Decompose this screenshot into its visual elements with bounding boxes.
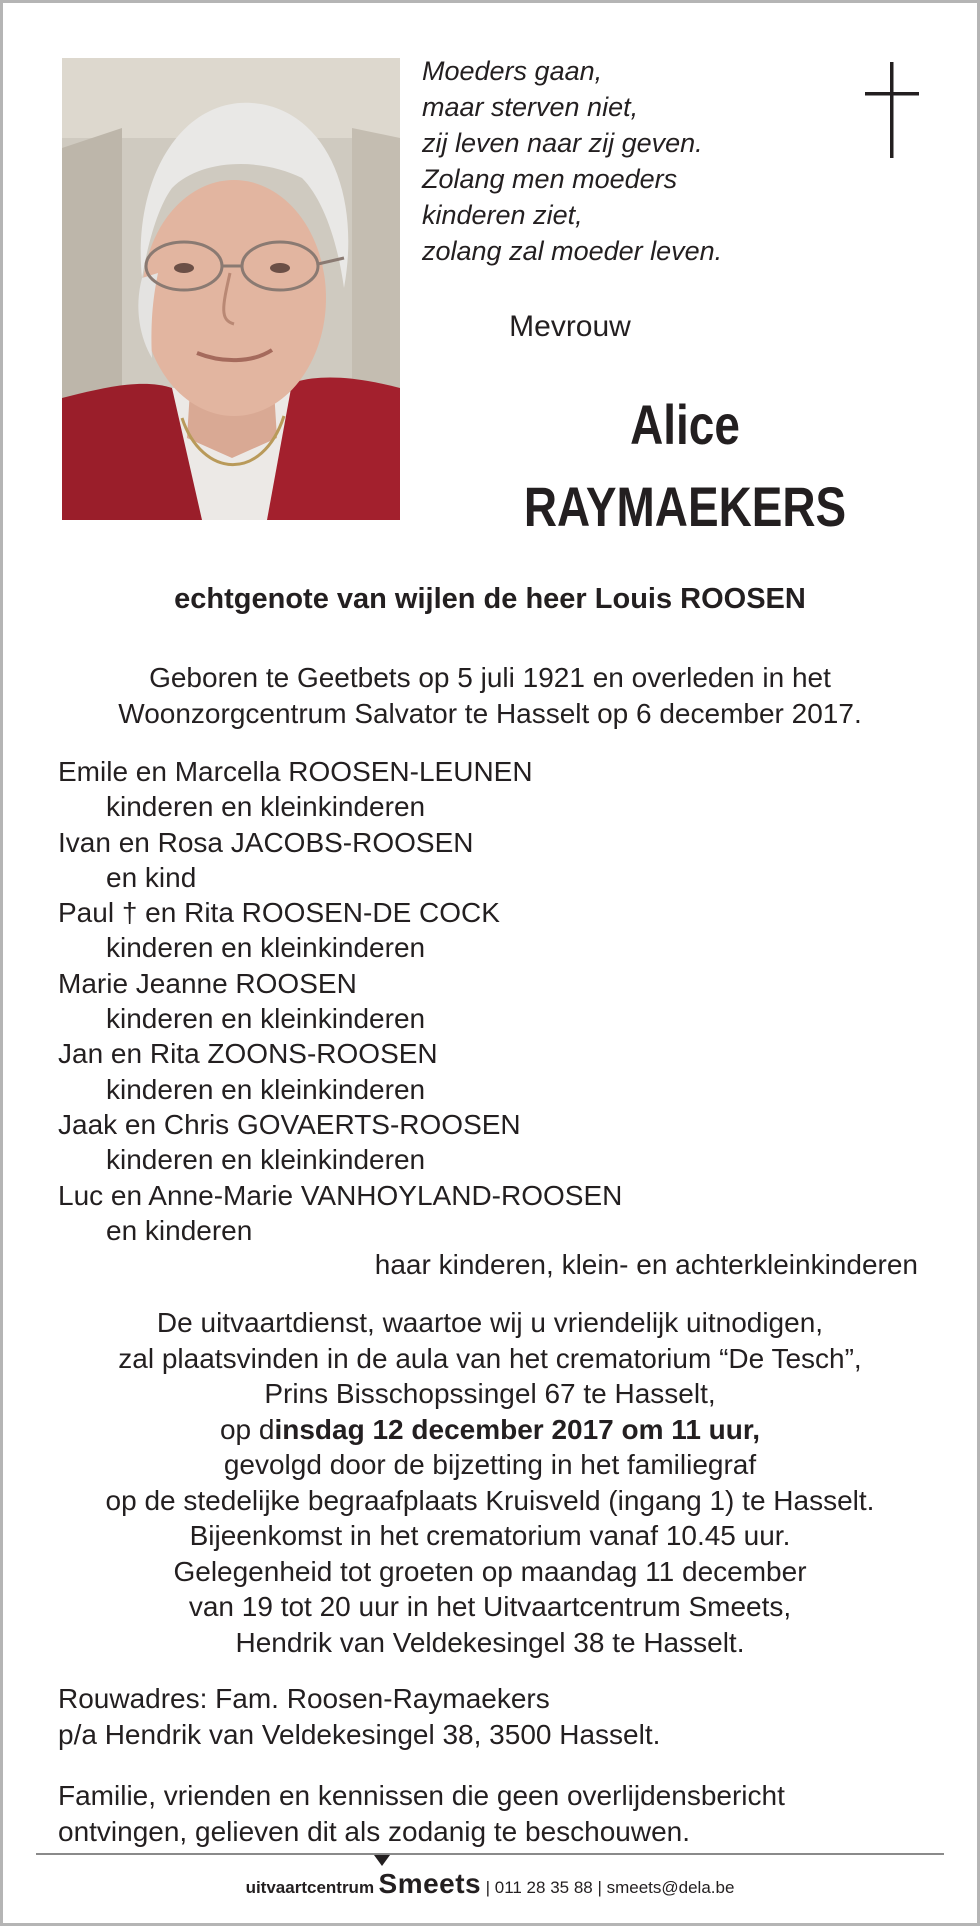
family-member: Paul † en Rita ROOSEN-DE COCK	[58, 897, 500, 929]
birth-death-info	[0, 660, 980, 732]
family-member: Emile en Marcella ROOSEN-LEUNEN	[58, 756, 533, 787]
family-descendants: en kinderen	[106, 1214, 253, 1246]
portrait-illustration	[62, 58, 400, 520]
service-line: Bijeenkomst in het crematorium vanaf 10.45 uur.	[189, 1520, 791, 1551]
funeral-home-name: Smeets	[378, 1868, 482, 1899]
funeral-home-footer	[0, 1868, 980, 1900]
birth-line: Geboren te Geetbets op 5 juli 1921 en overleden in het	[149, 662, 831, 693]
poem-line: kinderen ziet,	[422, 200, 583, 230]
closing-note	[58, 1778, 785, 1850]
address-line: p/a Hendrik van Veldekesingel 38, 3500 Hasselt.	[58, 1719, 661, 1750]
footer-divider	[36, 1853, 944, 1855]
birth-line: Woonzorgcentrum Salvator te Hasselt op 6 december 2017.	[118, 698, 862, 729]
service-date-prefix: op d	[219, 1413, 275, 1445]
family-summary: haar kinderen, klein- en achterkleinkinderen	[374, 1249, 918, 1280]
honorific: Mevrouw	[509, 310, 631, 343]
funeral-service-info	[0, 1305, 980, 1660]
service-date-line	[0, 1412, 980, 1448]
family-member: Ivan en Rosa JACOBS-ROOSEN	[58, 826, 474, 858]
spouse-line: echtgenote van wijlen de heer Louis ROOSEN	[174, 583, 806, 615]
poem-line: Moeders gaan,	[422, 56, 603, 86]
portrait-photo	[62, 58, 400, 520]
service-line: zal plaatsvinden in de aula van het crematorium “De Tesch”,	[118, 1342, 862, 1374]
service-line: van 19 tot 20 uur in het Uitvaartcentrum Smeets,	[188, 1591, 792, 1622]
cross-icon	[862, 60, 922, 160]
family-descendants: kinderen en kleinkinderen	[106, 1003, 426, 1035]
service-line: Prins Bisschopssingel 67 te Hasselt,	[264, 1378, 716, 1409]
funeral-home-prefix: uitvaartcentrum	[245, 1878, 375, 1897]
service-line: Gelegenheid tot groeten op maandag 11 december	[173, 1555, 807, 1587]
family-member: Marie Jeanne ROOSEN	[58, 967, 357, 999]
address-line: Rouwadres: Fam. Roosen-Raymaekers	[58, 1683, 550, 1714]
closing-line: ontvingen, gelieven dit als zodanig te beschouwen.	[58, 1816, 690, 1847]
poem-line: maar sterven niet,	[422, 92, 639, 122]
service-line: op de stedelijke begraafplaats Kruisveld (ingang 1) te Hasselt.	[105, 1484, 875, 1516]
closing-line: Familie, vrienden en kennissen die geen overlijdensbericht	[58, 1780, 785, 1811]
family-list	[58, 754, 918, 1248]
service-date: insdag 12 december 2017 om 11 uur,	[274, 1413, 761, 1445]
family-descendants: kinderen en kleinkinderen	[106, 1144, 426, 1176]
mourning-address	[58, 1681, 660, 1753]
family-member: Jaak en Chris GOVAERTS-ROOSEN	[58, 1108, 521, 1140]
poem-line: Zolang men moeders	[422, 164, 678, 194]
family-descendants: kinderen en kleinkinderen	[106, 1073, 426, 1105]
caret-down-icon	[374, 1855, 390, 1866]
poem-line: zolang zal moeder leven.	[422, 236, 723, 266]
family-descendants: en kind	[106, 861, 197, 893]
family-member: Luc en Anne-Marie VANHOYLAND-ROOSEN	[58, 1179, 623, 1211]
first-name: Alice	[630, 393, 740, 456]
service-line: Hendrik van Veldekesingel 38 te Hasselt.	[235, 1626, 745, 1658]
service-line: gevolgd door de bijzetting in het familiegraf	[223, 1449, 757, 1480]
funeral-home-contact: | 011 28 35 88 | smeets@dela.be	[485, 1878, 735, 1897]
last-name: RAYMAEKERS	[523, 475, 847, 538]
service-line: De uitvaartdienst, waartoe wij u vriendelijk uitnodigen,	[156, 1307, 824, 1338]
poem-line: zij leven naar zij geven.	[422, 128, 703, 158]
poem	[422, 53, 842, 269]
family-descendants: kinderen en kleinkinderen	[106, 932, 426, 964]
family-descendants: kinderen en kleinkinderen	[106, 791, 426, 823]
family-member: Jan en Rita ZOONS-ROOSEN	[58, 1038, 438, 1070]
